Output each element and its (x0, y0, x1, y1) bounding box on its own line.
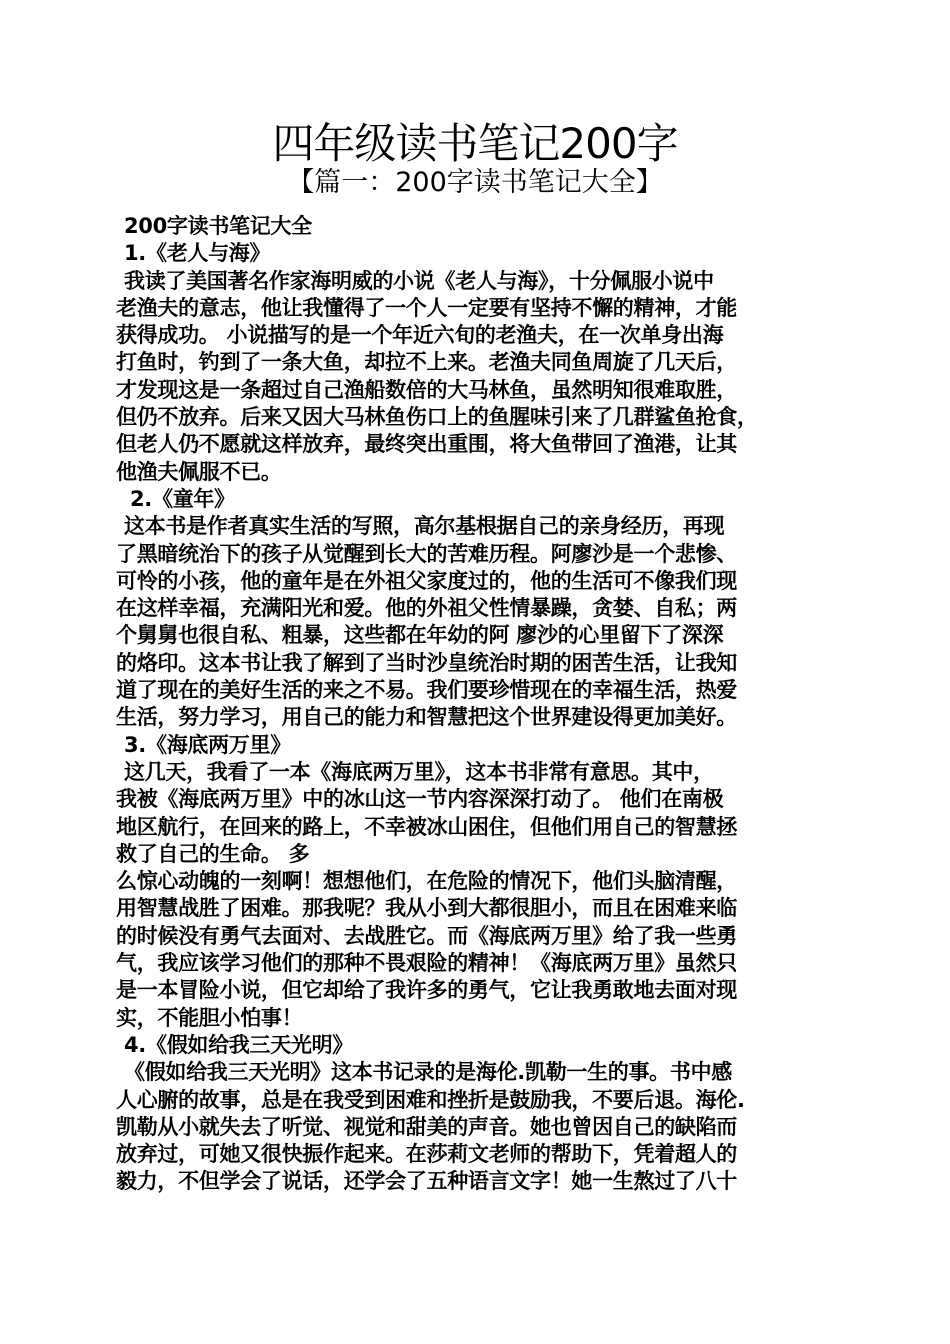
paragraph-line: 个舅舅也很自私、粗暴，这些都在年幼的阿 廖沙的心里留下了深深 (116, 623, 724, 648)
paragraph-line: 这本书是作者真实生活的写照，高尔基根据自己的亲身经历，再现 (124, 514, 725, 539)
paragraph-line: 生活，努力学习，用自己的能力和智慧把这个世界建设得更加美好。 (116, 705, 737, 730)
paragraph-line: 凯勒从小就失去了听觉、视觉和甜美的声音。她也曾因自己的缺陷而 (116, 1114, 737, 1139)
paragraph-line: 他渔夫佩服不已。 (116, 459, 282, 484)
paragraph-line: 才发现这是一条超过自己渔船数倍的大马林鱼，虽然明知很难取胜， (116, 377, 737, 402)
paragraph-line: 毅力，不但学会了说话，还学会了五种语言文字！她一生熬过了八十 (116, 1169, 737, 1194)
item-heading: 2.《童年》 (130, 486, 235, 511)
paragraph-line: 用智慧战胜了困难。那我呢？我从小到大都很胆小，而且在困难来临 (116, 896, 737, 921)
item-heading: 1.《老人与海》 (124, 241, 271, 266)
paragraph-line: 可怜的小孩，他的童年是在外祖父家度过的，他的生活可不像我们现 (116, 568, 737, 593)
page-title: 四年级读书笔记200字 (272, 119, 678, 168)
paragraph-line: 人心腑的故事，总是在我受到困难和挫折是鼓励我，不要后退。海伦. (116, 1087, 745, 1112)
paragraph-line: 但老人仍不愿就这样放弃，最终突出重围，将大鱼带回了渔港，让其 (116, 432, 737, 457)
paragraph-line: 我读了美国著名作家海明威的小说《老人与海》，十分佩服小说中 (124, 268, 714, 293)
item-heading: 4.《假如给我三天光明》 (124, 1032, 353, 1057)
item-heading: 3.《海底两万里》 (124, 732, 291, 757)
paragraph-line: 但仍不放弃。后来又因大马林鱼伤口上的鱼腥味引来了几群鲨鱼抢食， (116, 405, 758, 430)
paragraph-line: 是一本冒险小说，但它却给了我许多的勇气，它让我勇敢地去面对现 (116, 978, 737, 1003)
paragraph-line: 气，我应该学习他们的那种不畏艰险的精神！《海底两万里》虽然只 (116, 951, 737, 976)
paragraph-line: 的时候没有勇气去面对、去战胜它。而《海底两万里》给了我一些勇 (116, 923, 737, 948)
paragraph-line: 救了自己的生命。 多 (116, 841, 310, 866)
paragraph-line: 实，不能胆小怕事！ (116, 1005, 303, 1030)
paragraph-line: 地区航行，在回来的路上，不幸被冰山困住，但他们用自己的智慧拯 (116, 814, 737, 839)
paragraph-line: 老渔夫的意志，他让我懂得了一个人一定要有坚持不懈的精神，才能 (116, 295, 737, 320)
body-text (116, 213, 836, 1196)
paragraph-line: 在这样幸福，充满阳光和爱。他的外祖父性情暴躁，贪婪、自私；两 (116, 596, 737, 621)
paragraph-line: 么惊心动魄的一刻啊！想想他们，在危险的情况下，他们头脑清醒， (116, 869, 737, 894)
paragraph-line: 道了现在的美好生活的来之不易。我们要珍惜现在的幸福生活，热爱 (116, 678, 737, 703)
page-subtitle: 【篇一：200字读书笔记大全】 (287, 167, 663, 198)
paragraph-line: 我被《海底两万里》中的冰山这一节内容深深打动了。 他们在南极 (116, 787, 724, 812)
paragraph-line: 打鱼时，钓到了一条大鱼，却拉不上来。老渔夫同鱼周旋了几天后， (116, 350, 737, 375)
section-heading: 200字读书笔记大全 (124, 214, 312, 238)
paragraph-line: 放弃过，可她又很快振作起来。在莎莉文老师的帮助下，凭着超人的 (116, 1142, 737, 1167)
paragraph-line: 《假如给我三天光明》这本书记录的是海伦.凯勒一生的事。书中感 (124, 1060, 732, 1085)
paragraph-line: 这几天，我看了一本《海底两万里》，这本书非常有意思。其中， (124, 759, 714, 784)
paragraph-line: 获得成功。 小说描写的是一个年近六旬的老渔夫，在一次单身出海 (116, 323, 724, 348)
paragraph-line: 了黑暗统治下的孩子从觉醒到长大的苦难历程。阿廖沙是一个悲惨、 (116, 541, 737, 566)
paragraph-line: 的烙印。这本书让我了解到了当时沙皇统治时期的困苦生活，让我知 (116, 650, 737, 675)
